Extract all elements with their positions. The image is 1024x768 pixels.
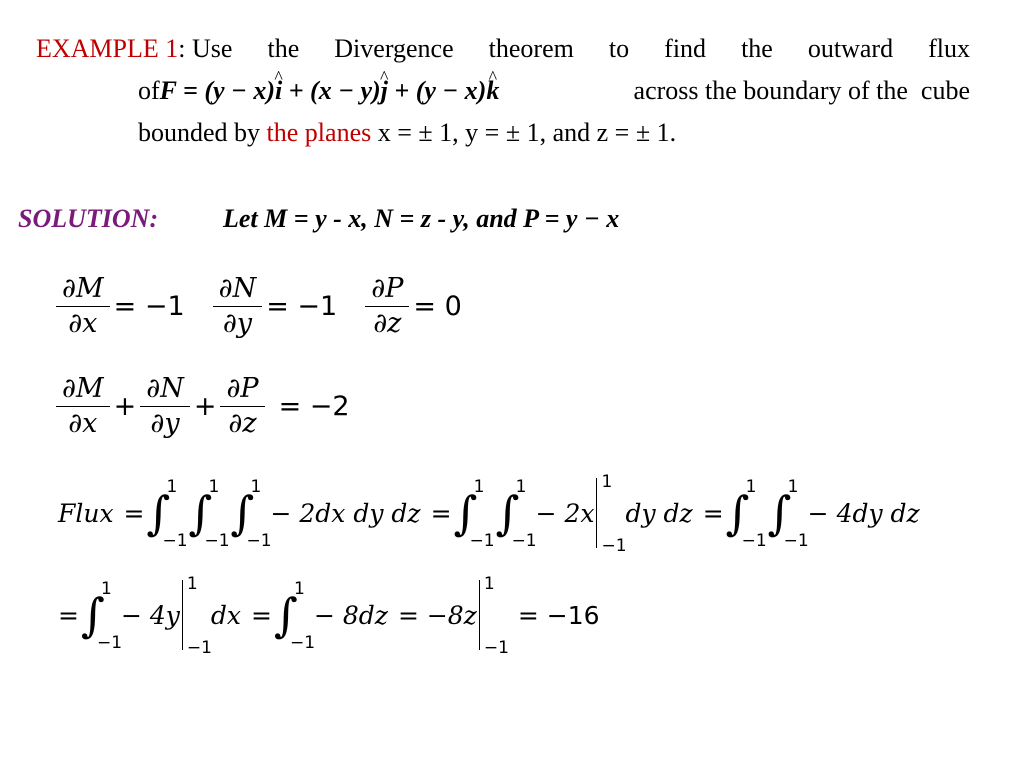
fraction-dM-dx	[56, 272, 110, 341]
numerator: ∂M	[62, 373, 104, 404]
integral-sign: ∫ 1 −1	[80, 579, 123, 653]
vector-field-expression	[138, 76, 499, 106]
problem-word: to	[608, 34, 630, 63]
antiderivative: = −8z	[397, 600, 477, 630]
field-term-2: + (x − y)	[282, 76, 381, 105]
example-label: EXAMPLE 1	[36, 34, 179, 63]
solution-definitions: Let M = y - x, N = z - y, and P = y − x	[223, 204, 620, 233]
integral-sign: ∫ 1 −1	[767, 477, 809, 551]
partials-row	[52, 272, 462, 341]
divergence-result: = −2	[278, 391, 350, 422]
problem-word: flux	[928, 34, 970, 63]
integrand-1: − 2dx dy dz	[270, 498, 421, 528]
divergence-row	[52, 372, 350, 441]
problem-word: the	[741, 34, 773, 63]
equals-sign: =	[251, 600, 272, 630]
problem-word: Divergence	[334, 34, 454, 63]
fraction-dP-dz	[220, 372, 264, 441]
equals-sign: =	[58, 600, 79, 630]
across-text: across the boundary of the cube	[633, 76, 970, 105]
plus-sign: +	[193, 391, 217, 422]
evaluation-bar: 1 −1	[479, 580, 506, 650]
integral-sign: ∫ 1 −1	[146, 477, 188, 551]
fraction-dN-dy	[213, 272, 263, 341]
fraction-dN-dy	[140, 372, 190, 441]
equals-sign: =	[123, 498, 145, 528]
denominator: ∂x	[68, 408, 98, 439]
unit-j: j ^	[381, 76, 388, 106]
value-1: = −1	[113, 291, 185, 322]
integrand-2: − 2x	[535, 498, 595, 528]
numerator: ∂P	[226, 373, 259, 404]
plus-sign: +	[113, 391, 137, 422]
problem-line-3	[138, 118, 676, 148]
integral-sign: ∫ 1 −1	[230, 477, 272, 551]
denominator: ∂z	[228, 408, 257, 439]
unit-i: i ^	[275, 76, 282, 106]
numerator: ∂N	[146, 373, 184, 404]
differentials-2: dy dz	[625, 498, 693, 528]
bounded-text: bounded by	[138, 118, 267, 147]
flux-row-1	[58, 472, 920, 556]
integral-sign: ∫ 1 −1	[273, 579, 316, 653]
integral-sign: ∫ 1 −1	[495, 477, 537, 551]
problem-word: the	[267, 34, 300, 63]
field-term-3: + (y − x)	[387, 76, 487, 105]
value-2: = −1	[266, 291, 338, 322]
field-F: F = (y − x)	[159, 76, 275, 105]
flux-result: = −16	[517, 600, 600, 630]
denominator: ∂x	[68, 308, 98, 339]
problem-word: find	[664, 34, 707, 63]
integrand-5: − 8dz	[313, 600, 388, 630]
fraction-dM-dx	[56, 372, 110, 441]
flux-label: Flux	[58, 498, 114, 528]
equals-sign: =	[430, 498, 452, 528]
numerator: ∂N	[218, 273, 257, 304]
denominator: ∂z	[373, 308, 402, 339]
denominator: ∂y	[222, 308, 253, 339]
evaluation-bar: 1 −1	[182, 580, 209, 650]
value-3: = 0	[413, 291, 462, 322]
planes-text: the planes	[266, 118, 372, 147]
of-text: of	[138, 76, 160, 105]
integrand-3: − 4dy dz	[807, 498, 920, 528]
numerator: ∂P	[371, 273, 404, 304]
integral-sign: ∫ 1 −1	[453, 477, 495, 551]
problem-word: theorem	[488, 34, 574, 63]
numerator: ∂M	[62, 273, 104, 304]
integrand-4: − 4y	[120, 600, 180, 630]
conditions-text: x = ± 1, y = ± 1, and z = ± 1.	[371, 118, 677, 147]
unit-k: k ^	[486, 76, 499, 106]
solution-label: SOLUTION:	[18, 204, 159, 233]
evaluation-bar: 1 −1	[596, 478, 623, 548]
integral-sign: ∫ 1 −1	[188, 477, 230, 551]
problem-line-2	[138, 76, 970, 106]
equals-sign: =	[702, 498, 724, 528]
problem-word: outward	[807, 34, 894, 63]
flux-row-2	[58, 574, 600, 658]
problem-line-1	[36, 34, 970, 64]
denominator: ∂y	[150, 408, 180, 439]
problem-word: : Use	[178, 34, 233, 63]
integral-sign: ∫ 1 −1	[725, 477, 767, 551]
differential-4: dx	[210, 600, 241, 630]
fraction-dP-dz	[365, 272, 409, 341]
